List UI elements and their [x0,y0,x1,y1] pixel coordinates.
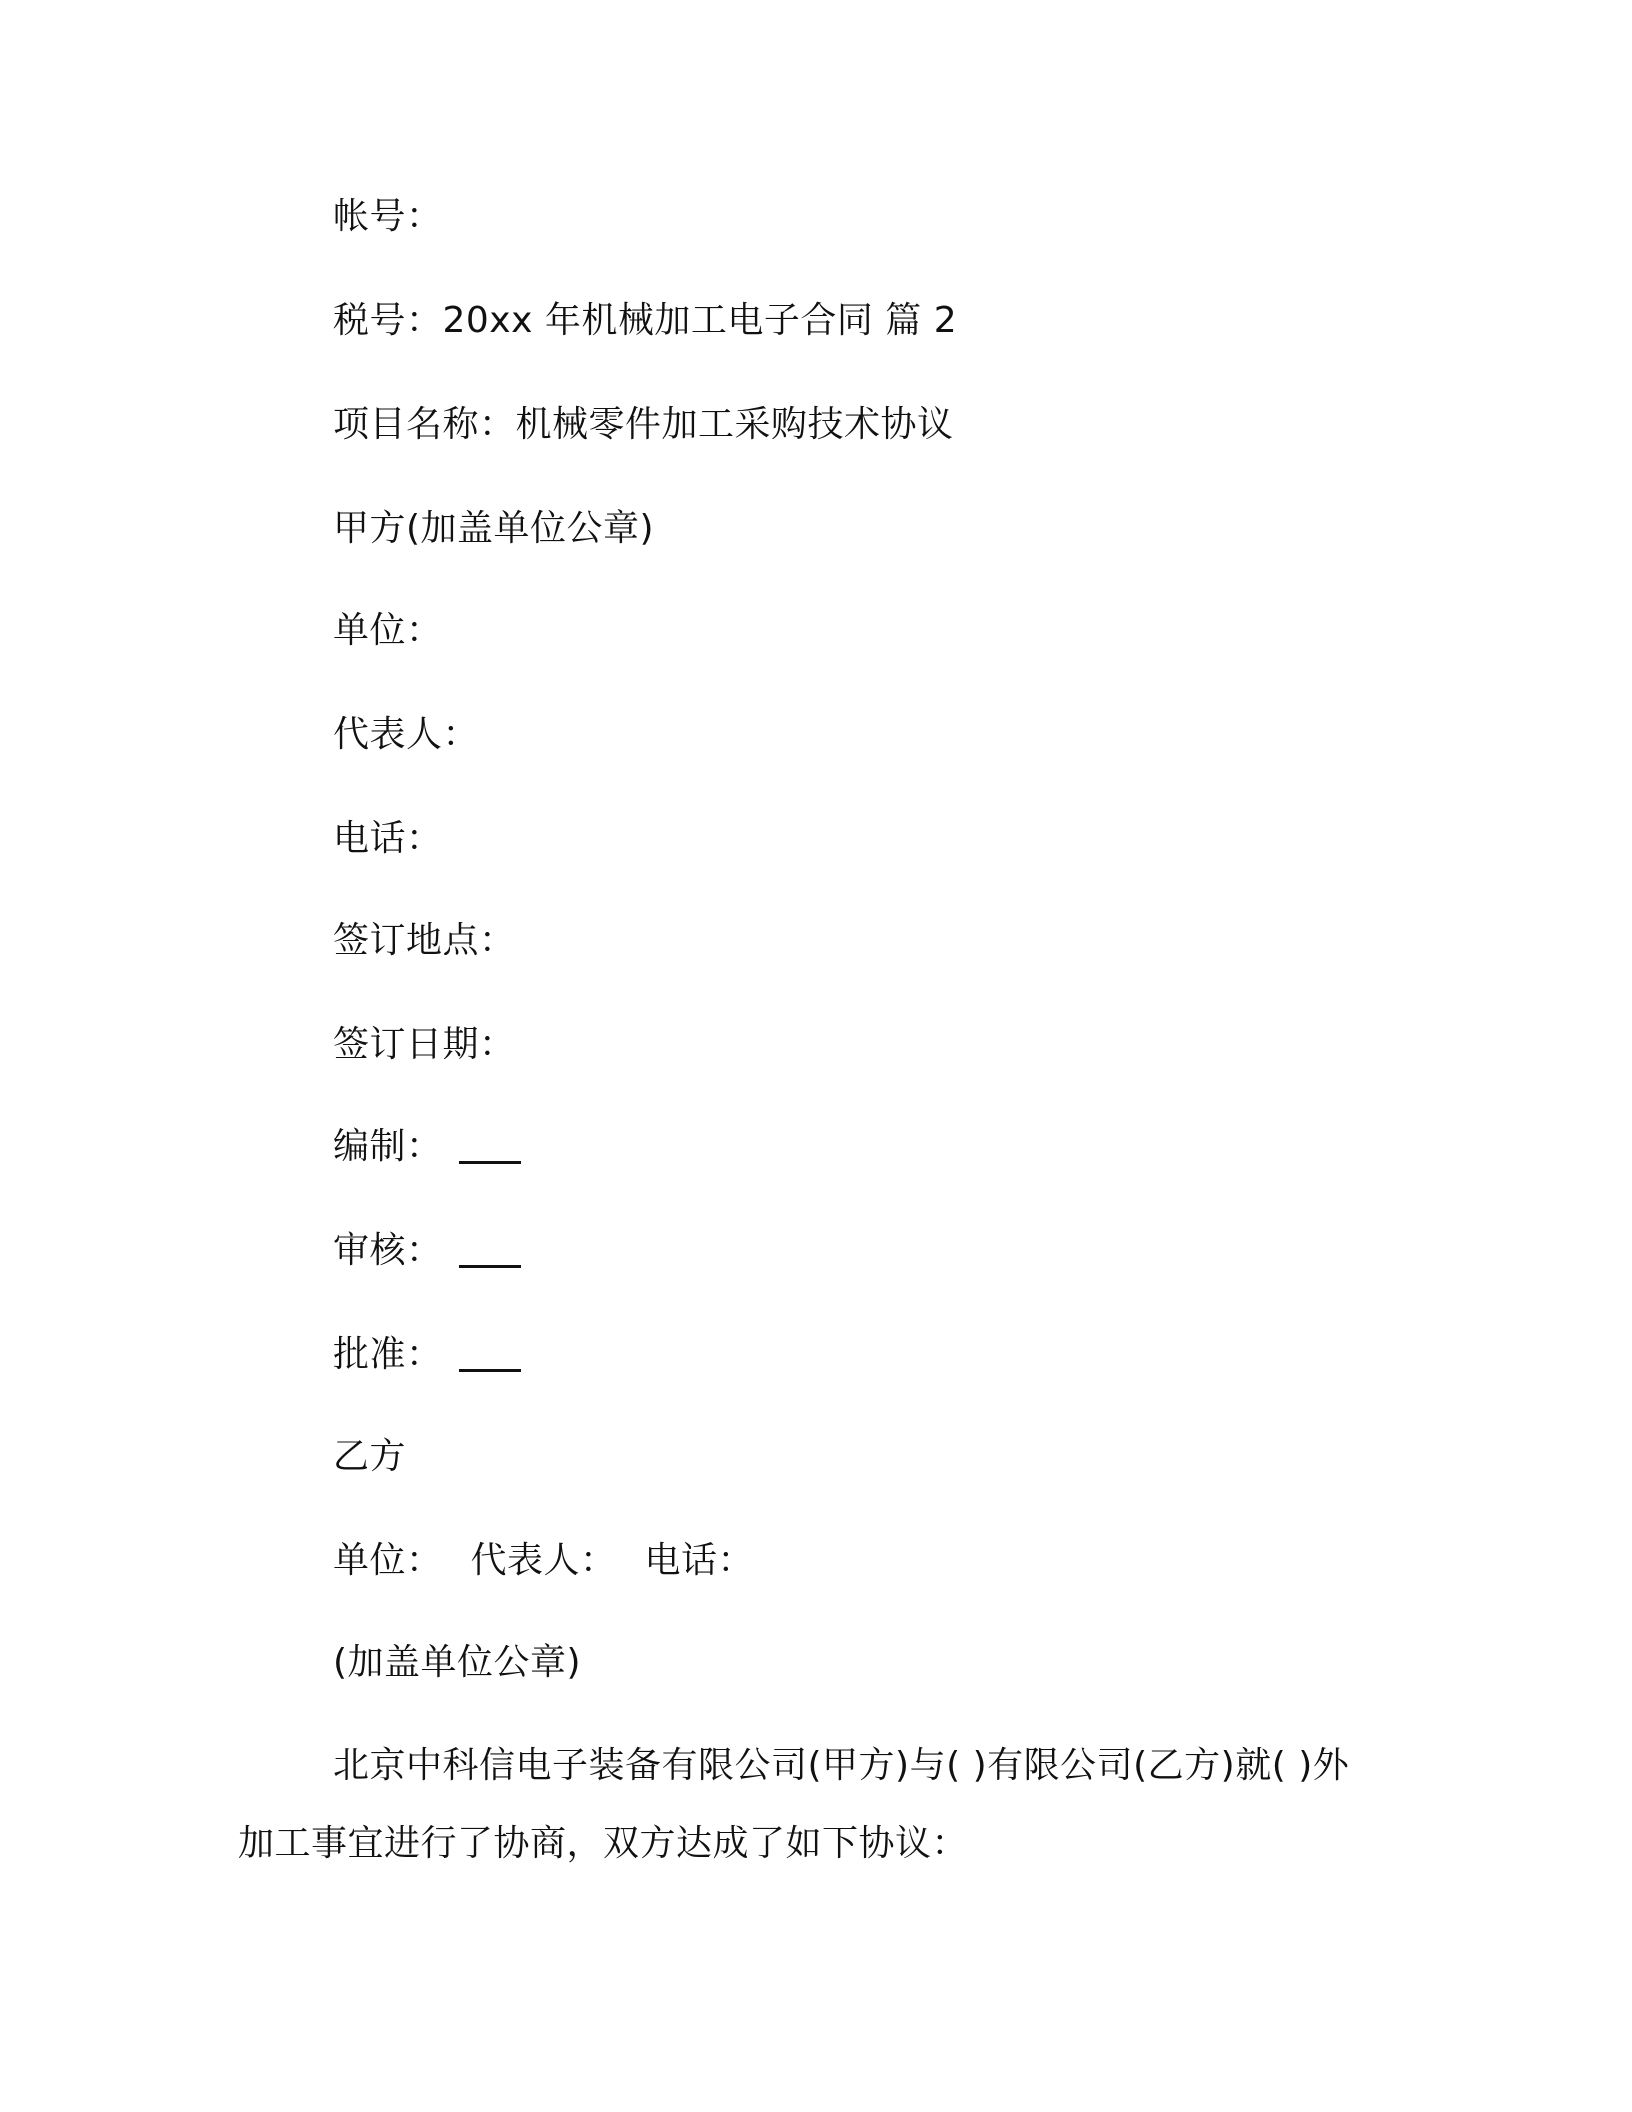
approve-blank [459,1367,521,1372]
party-a-unit-line: 单位： [333,610,443,651]
signing-date-line: 签订日期： [333,1024,516,1065]
party-b-header: 乙方 [333,1436,407,1477]
party-b-phone-label: 电话： [644,1540,755,1581]
review-blank [459,1263,521,1268]
compile-line [333,1121,521,1173]
signing-place-line: 签订地点： [333,920,516,961]
party-a-phone-line: 电话： [333,818,443,859]
account-line: 帐号： [333,196,443,237]
approve-line [333,1329,521,1381]
review-label: 审核： [333,1230,443,1271]
party-a-header: 甲方(加盖单位公章) [333,508,655,549]
compile-label: 编制： [333,1126,443,1167]
party-b-representative-label: 代表人： [470,1540,617,1581]
party-b-unit-label: 单位： [333,1540,443,1581]
tax-number-line: 税号：20xx 年机械加工电子合同 篇 2 [333,300,958,341]
intro-paragraph: 北京中科信电子装备有限公司(甲方)与( )有限公司(乙方)就( )外加工事宜进行了协商，双方达成了如下协议： [238,1745,1350,1864]
project-name-line: 项目名称：机械零件加工采购技术协议 [333,404,954,445]
party-b-seal-line: (加盖单位公章) [333,1642,582,1683]
review-line [333,1225,521,1277]
approve-label: 批准： [333,1334,443,1375]
party-b-contact-line [333,1535,754,1587]
compile-blank [459,1159,521,1164]
party-a-representative-line: 代表人： [333,714,480,755]
